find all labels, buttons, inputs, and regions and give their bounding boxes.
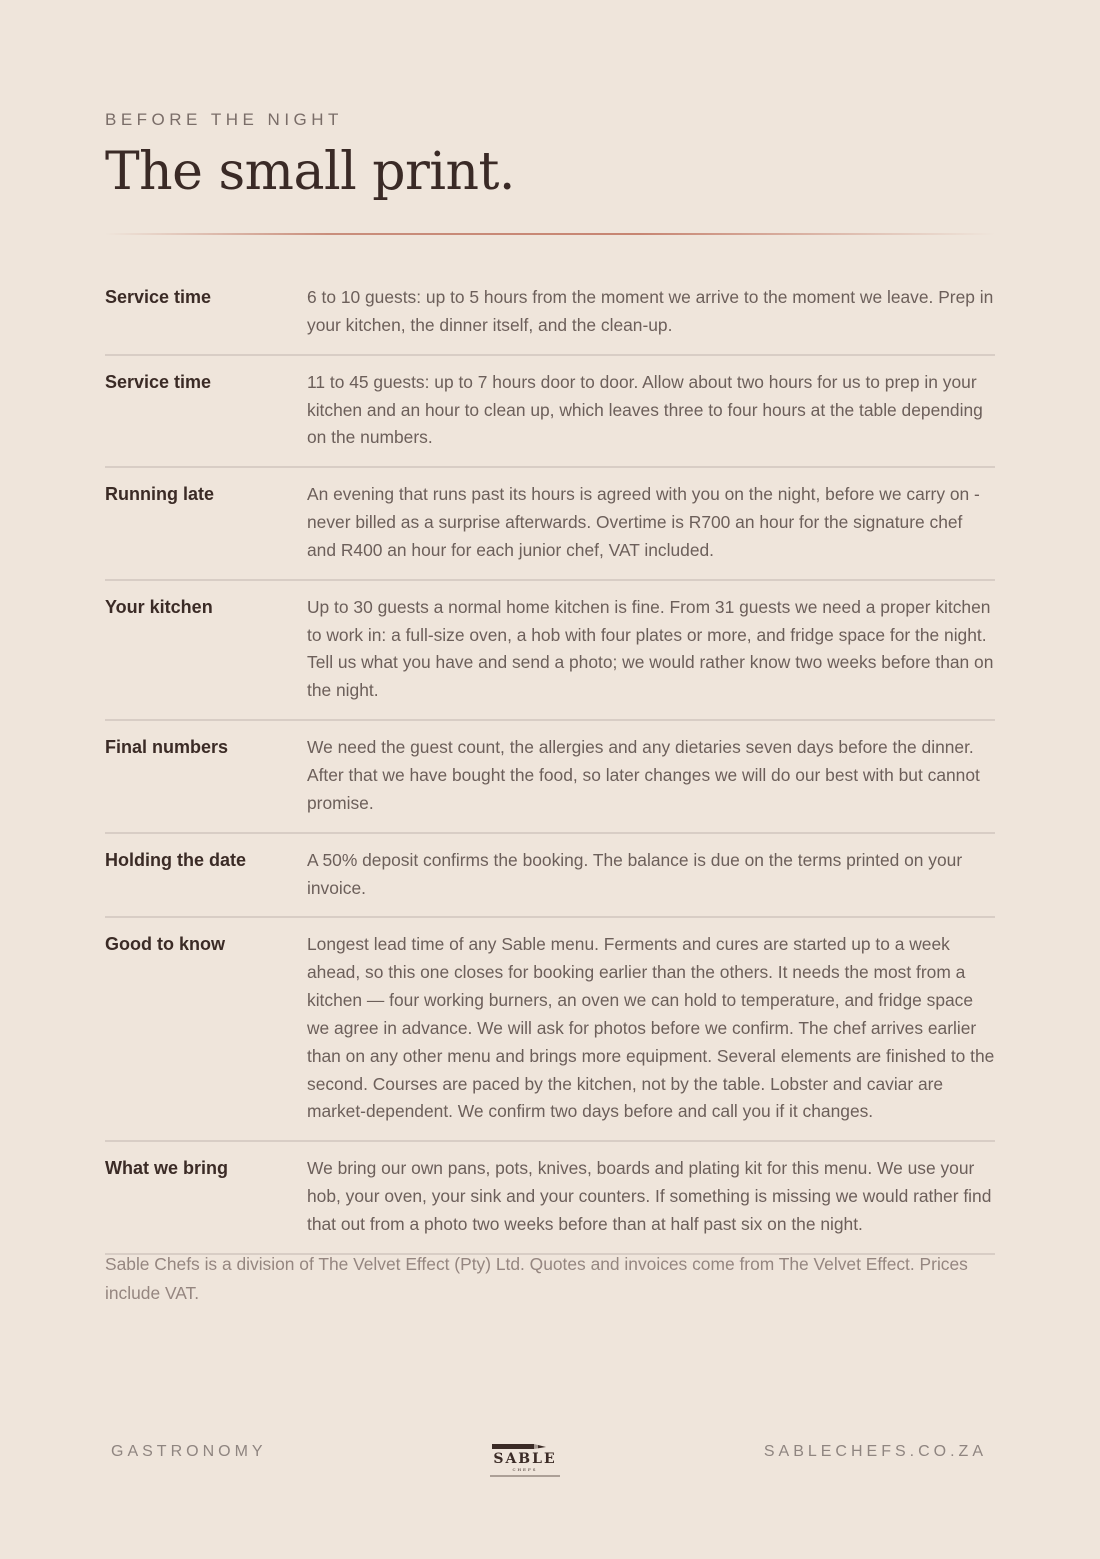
term-label: Holding the date — [105, 849, 246, 870]
term-row — [105, 1142, 995, 1255]
term-label: Your kitchen — [105, 596, 213, 617]
term-label: What we bring — [105, 1158, 228, 1179]
term-text: We bring our own pans, pots, knives, boards and plating kit for this menu. We use your hob, your oven, your sink and your counters. If something is missing we would rather find that out from a photo two weeks before than at half past six on the night. — [307, 1158, 992, 1234]
legal-note: Sable Chefs is a division of The Velvet Effect (Pty) Ltd. Quotes and invoices come from The Velvet Effect. Prices include VAT. — [105, 1254, 968, 1303]
footer-left-text: GASTRONOMY — [111, 1443, 267, 1460]
term-label: Final numbers — [105, 737, 229, 758]
term-text: A 50% deposit confirms the booking. The balance is due on the terms printed on your invoice. — [307, 849, 963, 898]
term-text: 11 to 45 guests: up to 7 hours door to door. Allow about two hours for us to prep in your kitchen and an hour to clean up, which leaves three to four hours at the table depending on the numbers. — [307, 371, 983, 448]
term-row — [105, 581, 995, 721]
term-label: Running late — [105, 484, 214, 505]
term-row — [105, 468, 995, 581]
knife-icon — [488, 1438, 562, 1482]
term-row — [105, 721, 995, 834]
brand-logo — [488, 1438, 562, 1482]
logo-word: SABLE — [493, 1451, 557, 1467]
term-text: An evening that runs past its hours is agreed with you on the night, before we carry on - never billed as a surprise afterwards. Overtime is R700 an hour for the signature chef and R400 an hour for each junior chef, VAT included. — [307, 484, 980, 560]
term-row — [105, 918, 995, 1142]
accent-divider — [105, 233, 995, 235]
term-row — [105, 834, 995, 919]
footer-website: SABLECHEFS.CO.ZA — [763, 1443, 987, 1460]
term-text: 6 to 10 guests: up to 5 hours from the moment we arrive to the moment we leave. Prep in your kitchen, the dinner itself, and the clean-up. — [307, 287, 994, 335]
term-label: Good to know — [105, 934, 225, 955]
logo-sub: CHEFS — [512, 1467, 538, 1472]
term-text: We need the guest count, the allergies and any dietaries seven days before the dinner. After that we have bought the food, so later changes we will do our best with but cannot promise. — [307, 737, 980, 813]
term-text: Up to 30 guests a normal home kitchen is fine. From 31 guests we need a proper kitchen to work in: a full-size oven, a hob with four plates or more, and fridge space for the night. Tell us what you have and send a photo; we would rather know two weeks before than on the night. — [307, 596, 994, 701]
eyebrow: BEFORE THE NIGHT — [105, 110, 343, 129]
term-text: Longest lead time of any Sable menu. Ferments and cures are started up to a week ahead, so this one closes for booking earlier than the others. It needs the most from a kitchen — four working burners, an oven we can hold to temperature, and fridge space we agree in advance. We will ask for photos before we confirm. The chef arrives earlier than on any other menu and brings more equipment. Several elements are finished to the second. Courses are paced by the kitchen, not by the table. Lobster and caviar are market-dependent. We confirm two days before and call you if it changes. — [307, 934, 995, 1122]
term-row — [105, 272, 995, 356]
page-title: The small print. — [105, 142, 515, 202]
term-label: Service time — [105, 287, 212, 307]
terms-list — [105, 272, 995, 1255]
term-row — [105, 356, 995, 469]
term-label: Service time — [105, 371, 212, 392]
